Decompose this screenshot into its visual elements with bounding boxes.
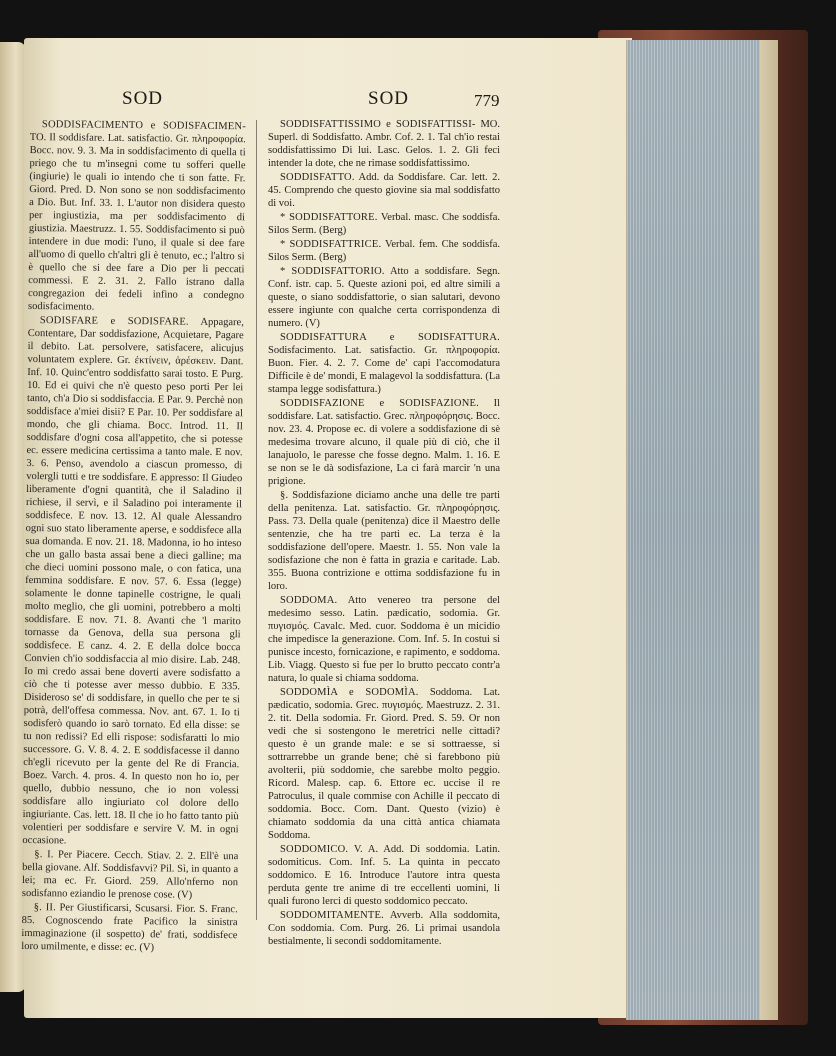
page-block-fore-edge xyxy=(626,40,765,1020)
entry-text: Sodisfacimento. Lat. satisfactio. Gr. πληροφορία. Buon. Fier. 4. 2. 7. Come de' capi l'accomodatura Difficile è de' mondi, E malagevol la soddisfattura. (La stampa legge sodisfattura.) xyxy=(268,345,500,395)
entry-text: Verbal. masc. Che soddisfa. Silos Serm. (Berg) xyxy=(268,212,500,236)
column-divider xyxy=(256,120,257,920)
headword: * SODDISFATTRICE. xyxy=(280,239,382,250)
entry-soddisfattura xyxy=(268,331,500,396)
entry-soddisfacimento xyxy=(28,118,246,315)
headword: * SODDISFATTORIO. xyxy=(280,266,385,277)
entry-soddomico xyxy=(268,843,500,908)
headword: SODDISFACIMENTO e SODISFACIMEN- xyxy=(41,119,246,133)
entry-text: Per Giustificarsi, Scusarsi. Fior. S. Franc. 85. Cognoscendo frate Pacifico la sinistra immaginazione (il sospetto) de' frati, soddisfece loro umilmente, e disse: ec. (V) xyxy=(21,902,238,954)
headword: SODDISFATTISSIMO e SODISFATTISSI- xyxy=(280,119,476,130)
headword: SODDOMA. xyxy=(280,595,338,606)
entry-text: Il soddisfare. Lat. satisfactio. Grec. πληροφόρησις. Bocc. nov. 23. 4. Propose ec. di volere a soddisfazione di sè medesima trovare alcuno, il quale più di ciò, che il lanajuolo, le paresse che fosse degno. Malm. 1. 16. E se non se le dà sodisfazione, La ci farà marcir 'n una prigione. xyxy=(268,398,500,487)
entry-soddisfare-sense-2 xyxy=(21,901,238,955)
entry-text: TO. Il soddisfare. Lat. satisfactio. Gr. πληροφορία. Bocc. nov. 9. 3. Ma in soddisfacimento di quella ti priego che tu m'insegni come tu sofferi quelle (ingiurie) le quali io intendo che ti son fatte. Fr. Giord. Pred. D. Non sono se non soddisfacimento a Dio. But. Inf. 33. 1. L'autor non disidera questo per ingiustizia, ma per soddisfacimento di giustizia. Maestruzz. 1. 55. Soddisfacimento si può intendere in due modi: l'uno, il quale si dee fare all'uomo di quello ch'altri gli è tenuto, ec.; l'altro si è quello che si dee fare a Dio per li peccati commessi. E 2. 31. 2. Fallo istrano dalla congregazion dei fedeli infino a condegno sodisfacimento. xyxy=(27,131,246,313)
right-column xyxy=(268,118,500,958)
entry-text: V. A. Add. Di soddomia. Latin. sodomiticus. Com. Inf. 5. La quinta in peccato soddomico. E 16. Introduce l'autore intra questa perduta gente tre anime di tre eccellenti uomini, li quali furono lerci di questo soddomico peccato. xyxy=(268,844,500,907)
entry-text: Atto a soddisfare. Segn. Conf. istr. cap. 5. Queste azioni poi, ed altre simili a queste, o siano soddisfattorie, o sian salutari, devono essere ingiunte con qualche certa corrispondenza di numero. (V) xyxy=(268,266,500,329)
entry-soddisfattrice xyxy=(268,238,500,264)
entry-soddisfare xyxy=(22,314,244,849)
headword: SODDISFATTO. xyxy=(280,172,355,183)
page-edge-strip xyxy=(760,40,778,1020)
entry-text: Add. da Soddisfare. Car. lett. 2. 45. Comprendo che questo giovine sia mal soddisfatto di voi. xyxy=(268,172,500,209)
entry-soddisfattore xyxy=(268,211,500,237)
entry-soddomia xyxy=(268,686,500,842)
entry-soddomitamente xyxy=(268,909,500,948)
running-head-right: SOD xyxy=(368,88,410,109)
entry-text: Soddisfazione diciamo anche una delle tre parti della penitenza. Lat. satisfactio. Gr. πληροφόρησις. Pass. 73. Della quale (penitenza) dice il Maestro delle sentenzie, che ha tre parti ec. La terza è la soddisfazione dell'opere. Maestr. 1. 55. Non vale la sodisfazione che non è fatta in grazia e caritade. Lab. 355. Buona contrizione e ottima soddisfazione fu in loro. xyxy=(268,490,500,592)
entry-text: Avverb. Alla soddomita, Con soddomia. Com. Purg. 26. Li primai usandola bestialmente, li secondi soddomitamente. xyxy=(268,910,500,947)
headword: §. II. xyxy=(33,902,57,914)
headword: SODDOMITAMENTE. xyxy=(280,910,384,921)
entry-soddoma xyxy=(268,594,500,685)
headword: SODDOMÌA e SODOMÌA. xyxy=(280,687,419,698)
headword: SODISFARE e SODISFARE. xyxy=(39,315,189,328)
entry-text: Atto venereo tra persone del medesimo sesso. Latin. pædicatio, sodomia. Gr. πυγισμός. Cavalc. Med. cuor. Soddoma è un micidio che impedisce la generazione. Com. Inf. 5. In costui si punisce incesto, fornicazione, e rapimento, e soddoma. Lib. Viagg. Questo si fue per lo brutto peccato contr'a natura, lo quale si chiama soddoma. xyxy=(268,595,500,684)
headword: SODDISFAZIONE e SODISFAZIONE. xyxy=(280,398,479,409)
left-column xyxy=(21,118,246,980)
headword: SODDISFATTURA e SODISFATTURA. xyxy=(280,332,500,343)
headword: §. I. xyxy=(34,849,54,861)
entry-text: Appagare, Contentare, Dar soddisfazione, Acquietare, Pagare il debito. Lat. persolvere, satisfacere, alicujus voluntatem explere. Gr. ἐκτίνειν, ἀρέσκειν. Dant. Inf. 10. Quinc'entro soddisfatto sarai tosto. E Purg. 10. Ed ei quivi che n'è questo peso porti Per lei tanto, ch'a Dio si soddisfaccia. E Par. 9. Perchè non soddisface a'miei disii? E Par. 10. Per soddisfare al mondo, che gli chiama. Bocc. Introd. 11. Il soddisfare d'ogni cosa all'appetito, che si potesse ec. essere medicina certissima a tanto male. E nov. 3. 6. Penso, avendolo a ciascun promesso, di volergli tutti e tre soddisfare. E appresso: Il Giudeo liberamente d'ogni quantità, che il Saladino il richiese, il servì, e il Saladino poi interamente il soddisfece. E nov. 13. 12. Al quale Alessandro ogni suo stato liberamente aperse, e soddisfece alla sua domanda. E nov. 21. 18. Madonna, io ho inteso che un gallo basta assai bene a dieci galline; ma che dieci uomini possono male, o con fatica, una femmina soddisfare. E nov. 57. 6. Essa (legge) solamente le donne tapinelle costrigne, le quali molto meglio, che gli uomini, potrebbero a molti soddisfare. E nov. 71. 8. Avanti che 'l marito tornasse da Genova, della sua persona gli soddisfece. E canz. 4. 2. E della dolce bocca Convien ch'io soddisfaccia al mio disire. Lab. 248. Io mi credo assai bene doverti avere sodisfatto a ciò che ti potesse aver messo dubbio. E 335. Disideroso se' di soddisfare, in quello che per te si potrà, dell'offesa commessa. Nov. ant. 67. 1. Io ti sodisferò quando io sarò tornato. Ed ella disse: se tu non redissi? Ed elli rispose: sodisfaratti lo mio successore. G. V. 8. 4. 2. E soddisfacesse il danno ch'egli ricevuto per la gente del Re di Francia. Boez. Varch. 4. pros. 4. In questo non ho io, per quello, dubbio nessuno, che io non volessi soddisfare allo ingiuriato col dolore dello ingiuriante. Cas. lett. 18. Il che io ho fatto tanto più volentieri per soddisfare e servire V. M. in ogni occasione. xyxy=(22,316,244,847)
entry-soddisfattorio xyxy=(268,265,500,330)
entry-soddisfattissimo xyxy=(268,118,500,170)
entry-soddisfazione-sense xyxy=(268,489,500,593)
entry-soddisfazione xyxy=(268,397,500,488)
entry-text: Soddoma. Lat. pædicatio, sodomia. Grec. πυγισμός. Maestruzz. 2. 31. 2. tit. Della sodomia. Fr. Giord. Pred. S. 59. Or non vedi che si sostengono le meretrici nelle cittadi? questo è un grande male: e se si sottraesse, si sottrarrebbe un grande bene; chè si farebbono più avolterii, più soddomie, che sarebbe molto peggio. Ricord. Malesp. cap. 6. Ettore ec. uccise il re Patroculus, il quale commise con Achille il peccato di soddomia. Bocc. Com. Dant. Questo (vizio) è chiamato soddomia da una città antica chiamata Soddoma. xyxy=(268,687,500,841)
entry-soddisfare-sense-1 xyxy=(22,848,239,902)
entry-text: Verbal. fem. Che soddisfa. Silos Serm. (Berg) xyxy=(268,239,500,263)
headword: SODDOMICO. xyxy=(280,844,349,855)
headword: * SODDISFATTORE. xyxy=(280,212,378,223)
entry-soddisfatto xyxy=(268,171,500,210)
page-number: 779 xyxy=(474,91,500,110)
headword: §. xyxy=(280,490,289,501)
running-head-left: SOD xyxy=(122,88,164,109)
entry-text: MO. Superl. di Soddisfatto. Ambr. Cof. 2. 1. Tal ch'io restai soddisfattissimo Di lui. Lasc. Gelos. 1. 2. Gli feci intender la dote, che ne rimase soddisfattissimo. xyxy=(268,119,500,169)
entry-text: Per Piacere. Cecch. Stiav. 2. 2. Ell'è una bella giovane. Alf. Soddisfavvi? Pil. Sì, in quanto a lei; ma ec. Fr. Giord. 259. Allo'nferno non sodisfanno eziandio le prenose cose. (V) xyxy=(21,849,239,901)
